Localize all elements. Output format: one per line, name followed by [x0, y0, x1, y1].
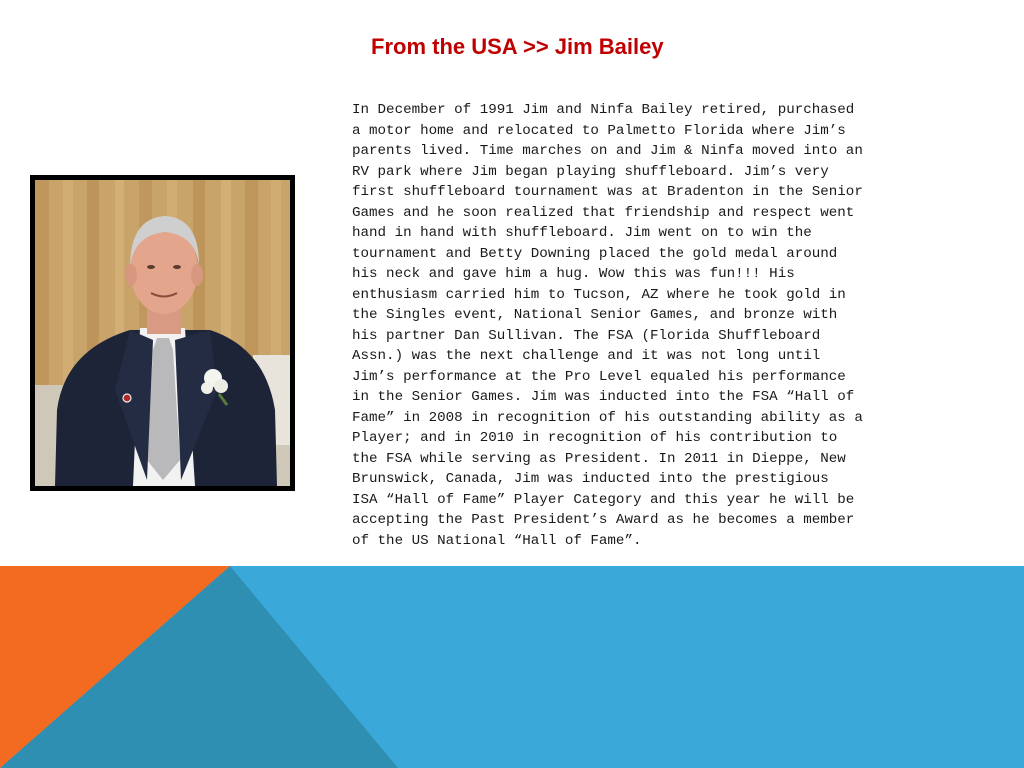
decorative-footer-band [0, 566, 1024, 768]
portrait-photo [35, 180, 290, 486]
biography-text: In December of 1991 Jim and Ninfa Bailey retired, purchased a motor home and relocated to Palmetto Florida where Jim’s parents lived. Time marches on and Jim & Ninfa moved into an RV park where Jim began playing shuffleboard. Jim’s very first shuffleboard tournament was at Bradenton in the Senior Games and he soon realized that friendship and respect went hand in hand with shuffleboard. Jim went on to win the tournament and Betty Downing placed the gold medal around his neck and gave him a hug. Wow this was fun!!! His enthusiasm carried him to Tucson, AZ where he took gold in the Singles event, National Senior Games, and bronze with his partner Dan Sullivan. The FSA (Florida Shuffleboard Assn.) was the next challenge and it was not long until Jim’s performance at the Pro Level equaled his performance in the Senior Games. Jim was inducted into the FSA “Hall of Fame” in 2008 in recognition of his outstanding ability as a Player; and in 2010 in recognition of his contribution to the FSA while serving as President. In 2011 in Dieppe, New Brunswick, Canada, Jim was inducted into the prestigious ISA “Hall of Fame” Player Category and this year he will be accepting the Past President’s Award as he becomes a member of the US National “Hall of Fame”. [352, 102, 863, 549]
portrait-photo-frame [30, 175, 295, 491]
slide-title: From the USA >> Jim Bailey [371, 34, 664, 59]
